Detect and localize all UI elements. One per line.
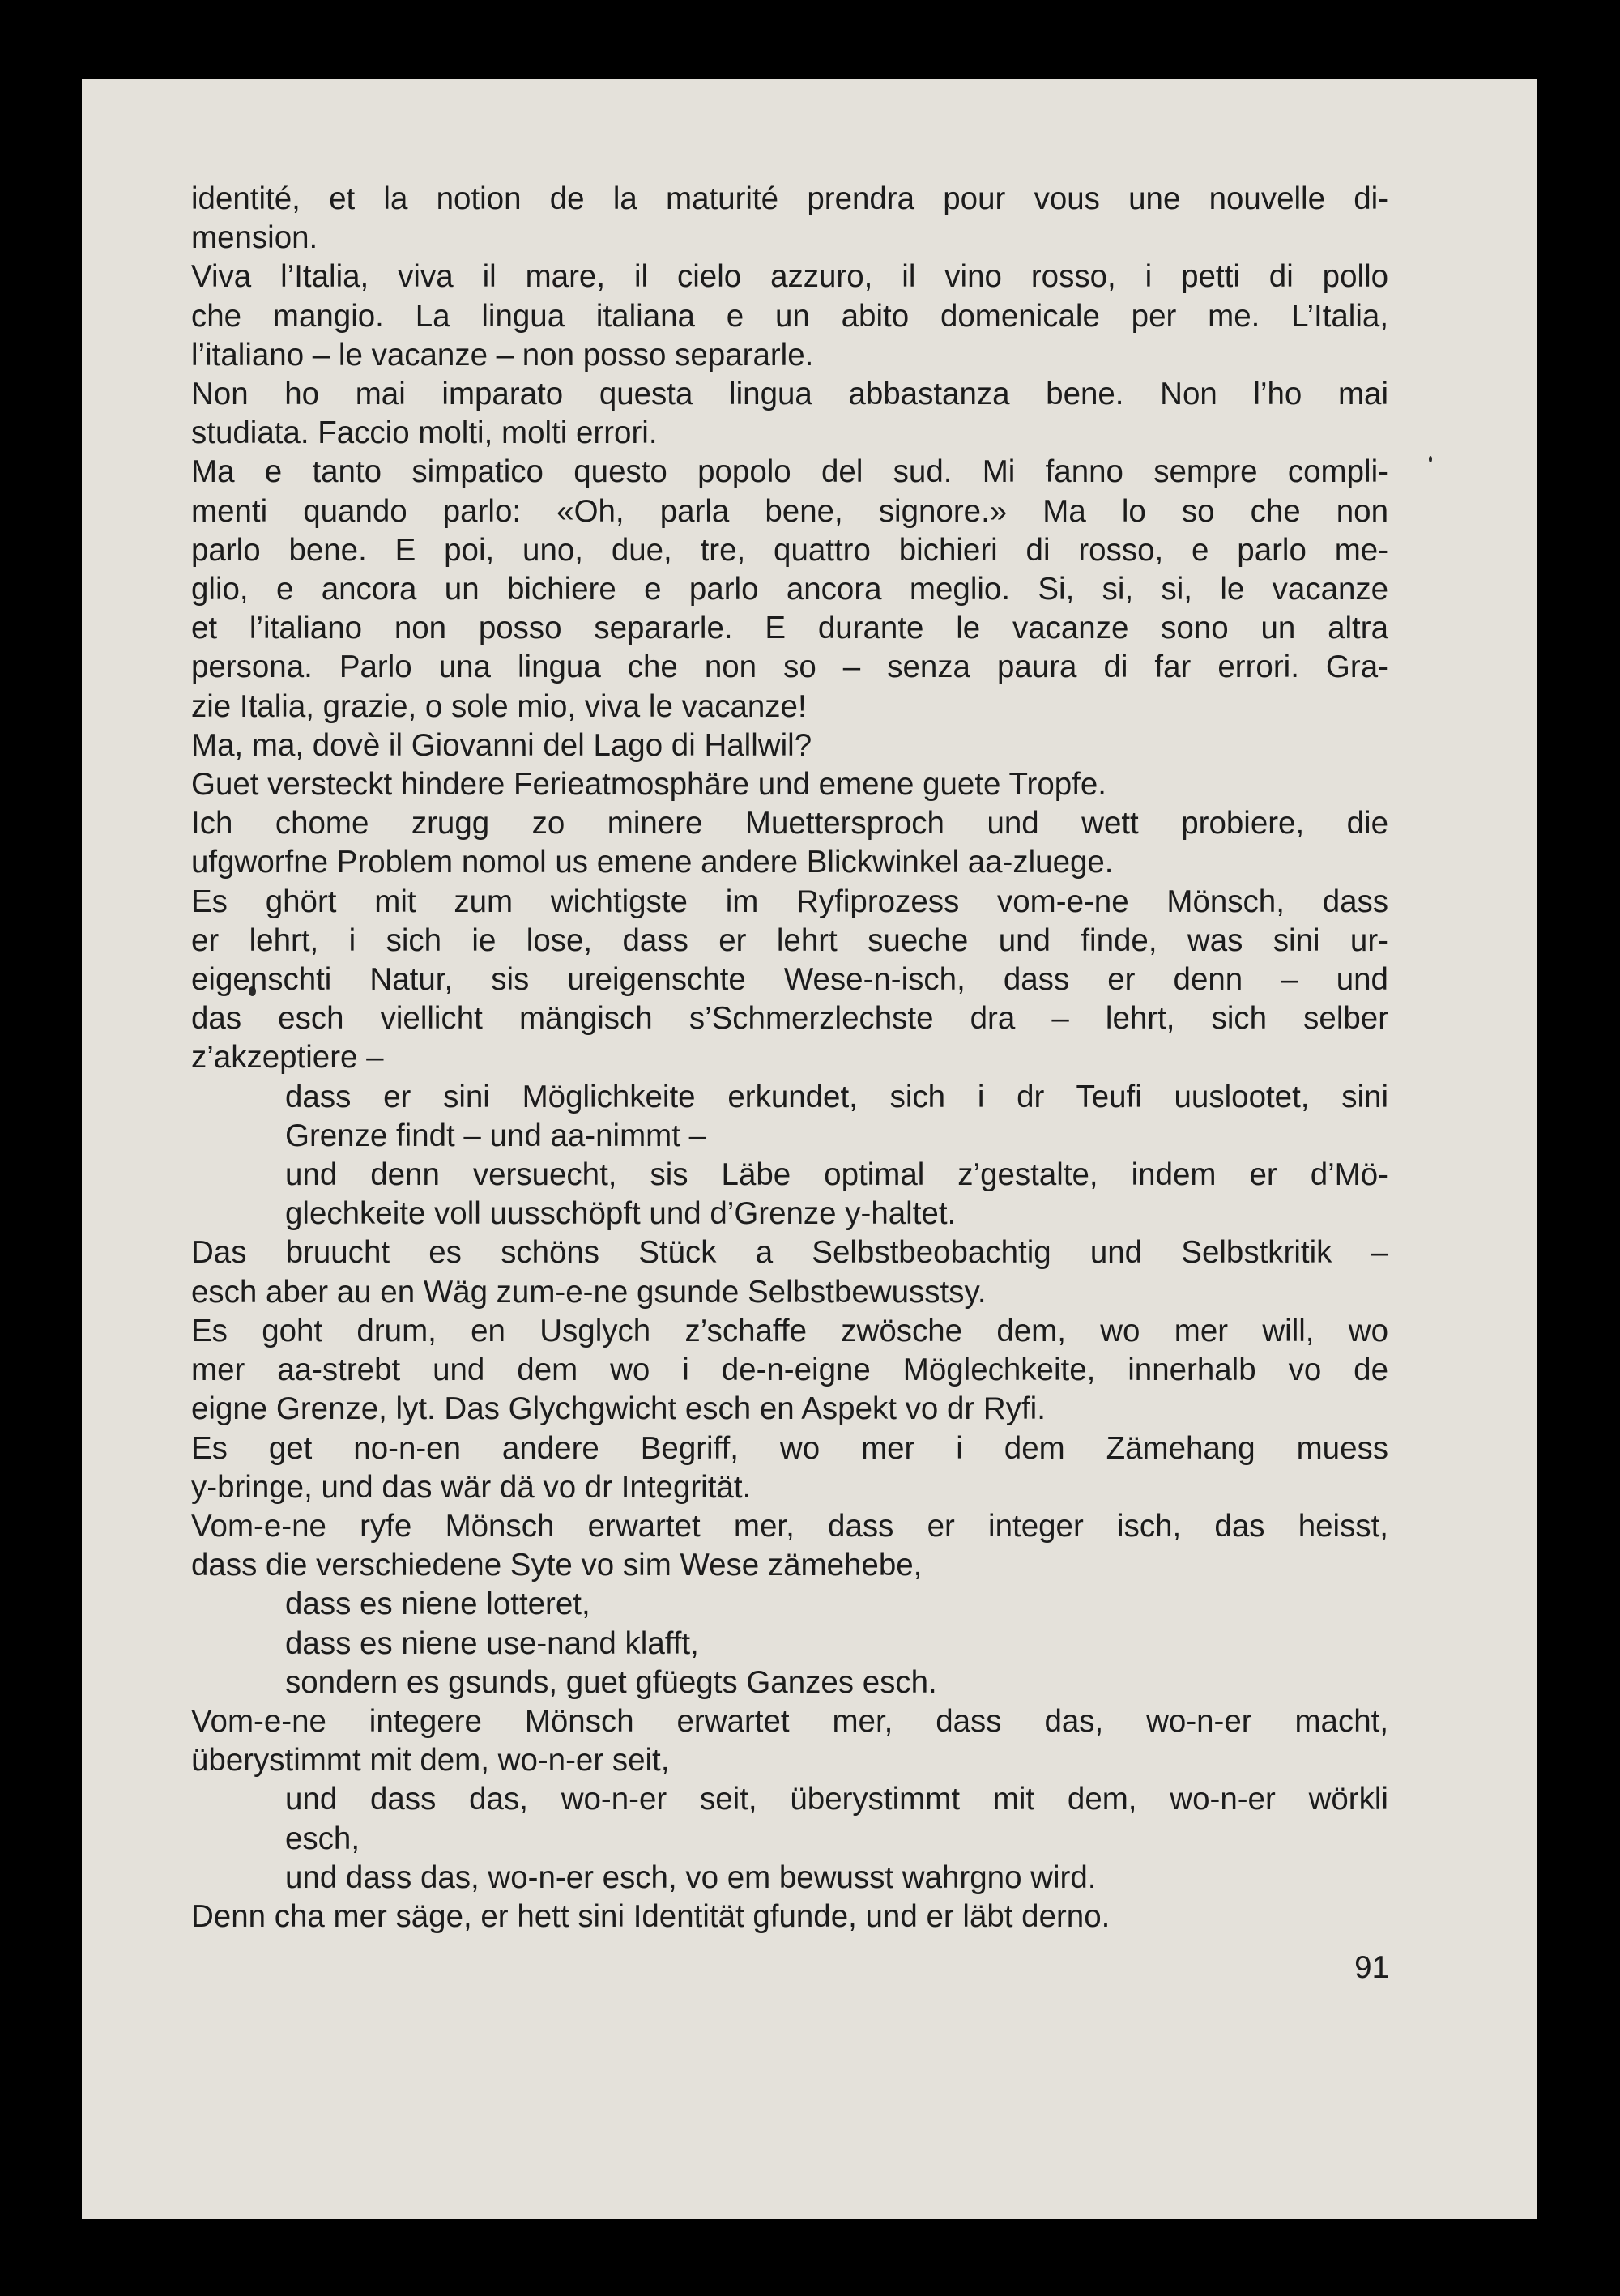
text-line: er lehrt, i sich ie lose, dass er lehrt sueche und finde, was sini ur- xyxy=(191,922,1388,958)
text-line: Vom-e-ne ryfe Mönsch erwartet mer, dass er integer isch, das heisst, xyxy=(191,1508,1388,1544)
text-line: mension. xyxy=(191,220,318,256)
text-line: persona. Parlo una lingua che non so – senza paura di far errori. Gra- xyxy=(191,650,1388,685)
text-line: und denn versuecht, sis Läbe optimal z’gestalte, indem er d’Mö- xyxy=(285,1157,1388,1193)
text-line: z’akzeptiere – xyxy=(191,1040,384,1076)
text-line: Es ghört mit zum wichtigste im Ryfiprozess vom-e-ne Mönsch, dass xyxy=(191,884,1389,919)
page-number: 91 xyxy=(1354,1950,1389,1985)
text-line: studiata. Faccio molti, molti errori. xyxy=(191,415,658,451)
text-line: zie Italia, grazie, o sole mio, viva le vacanze! xyxy=(191,688,807,724)
text-line: parlo bene. E poi, uno, due, tre, quattro bichieri di rosso, e parlo me- xyxy=(191,532,1389,568)
text-line: Vom-e-ne integere Mönsch erwartet mer, dass das, wo-n-er macht, xyxy=(191,1703,1389,1739)
text-line: Ich chome zrugg zo minere Muettersproch und wett probiere, die xyxy=(191,806,1389,841)
text-line: Es goht drum, en Usglych z’schaffe zwösche dem, wo mer will, wo xyxy=(191,1313,1388,1348)
text-line: Viva l’Italia, viva il mare, il cielo azzuro, il vino rosso, i petti di pollo xyxy=(191,259,1389,295)
text-line: menti quando parlo: «Oh, parla bene, signore.» Ma lo so che non xyxy=(191,493,1388,529)
text-line: Das bruucht es schöns Stück a Selbstbeobachtig und Selbstkritik – xyxy=(191,1235,1388,1271)
text-line: Es get no-n-en andere Begriff, wo mer i dem Zämehang muess xyxy=(191,1430,1388,1466)
text-line: ufgworfne Problem nomol us emene andere Blickwinkel aa-zluege. xyxy=(191,845,1114,880)
text-line: Guet versteckt hindere Ferieatmosphäre und emene guete Tropfe. xyxy=(191,767,1106,803)
text-line: und dass das, wo-n-er seit, überystimmt mit dem, wo-n-er wörkli xyxy=(285,1782,1388,1817)
text-line: das esch viellicht mängisch s’Schmerzlechste dra – lehrt, sich selber xyxy=(191,1001,1389,1037)
text-line: eigenschti Natur, sis ureigenschte Wese-n-isch, dass er denn – und xyxy=(191,962,1388,998)
text-line: mer aa-strebt und dem wo i de-n-eigne Möglechkeite, innerhalb vo de xyxy=(191,1352,1389,1388)
text-line: l’italiano – le vacanze – non posso separarle. xyxy=(191,337,814,373)
text-line: Grenze findt – und aa-nimmt – xyxy=(285,1118,707,1153)
ink-speck xyxy=(1429,456,1432,462)
text-line: Non ho mai imparato questa lingua abbastanza bene. Non l’ho mai xyxy=(191,377,1389,412)
body-text xyxy=(191,180,1388,1936)
text-line: dass die verschiedene Syte vo sim Wese zämehebe, xyxy=(191,1548,923,1583)
text-line: Ma e tanto simpatico questo popolo del sud. Mi fanno sempre compli- xyxy=(191,454,1388,490)
text-line: überystimmt mit dem, wo-n-er seit, xyxy=(191,1743,670,1778)
text-line: dass es niene use-nand klafft, xyxy=(285,1625,699,1661)
text-line: Denn cha mer säge, er hett sini Identität gfunde, und er läbt derno. xyxy=(191,1898,1111,1934)
text-line: esch, xyxy=(285,1821,360,1856)
text-line: sondern es gsunds, guet gfüegts Ganzes esch. xyxy=(285,1664,937,1700)
text-line: che mangio. La lingua italiana e un abito domenicale per me. L’Italia, xyxy=(191,298,1389,334)
text-line: et l’italiano non posso separarle. E durante le vacanze sono un altra xyxy=(191,611,1388,646)
text-line: dass er sini Möglichkeite erkundet, sich i dr Teufi uuslootet, sini xyxy=(285,1079,1389,1114)
text-line: y-bringe, und das wär dä vo dr Integrität. xyxy=(191,1469,752,1505)
text-line: esch aber au en Wäg zum-e-ne gsunde Selbstbewusstsy. xyxy=(191,1274,987,1310)
text-line: dass es niene lotteret, xyxy=(285,1587,590,1622)
text-line: Ma, ma, dovè il Giovanni del Lago di Hallwil? xyxy=(191,727,812,763)
text-line: eigne Grenze, lyt. Das Glychgwicht esch en Aspekt vo dr Ryfi. xyxy=(191,1391,1046,1427)
text-line: identité, et la notion de la maturité prendra pour vous une nouvelle di- xyxy=(191,181,1389,216)
text-line: glio, e ancora un bichiere e parlo ancora meglio. Si, si, si, le vacanze xyxy=(191,572,1389,607)
text-line: glechkeite voll uusschöpft und d’Grenze y-haltet. xyxy=(285,1196,957,1232)
text-line: und dass das, wo-n-er esch, vo em bewusst wahrgno wird. xyxy=(285,1859,1097,1895)
